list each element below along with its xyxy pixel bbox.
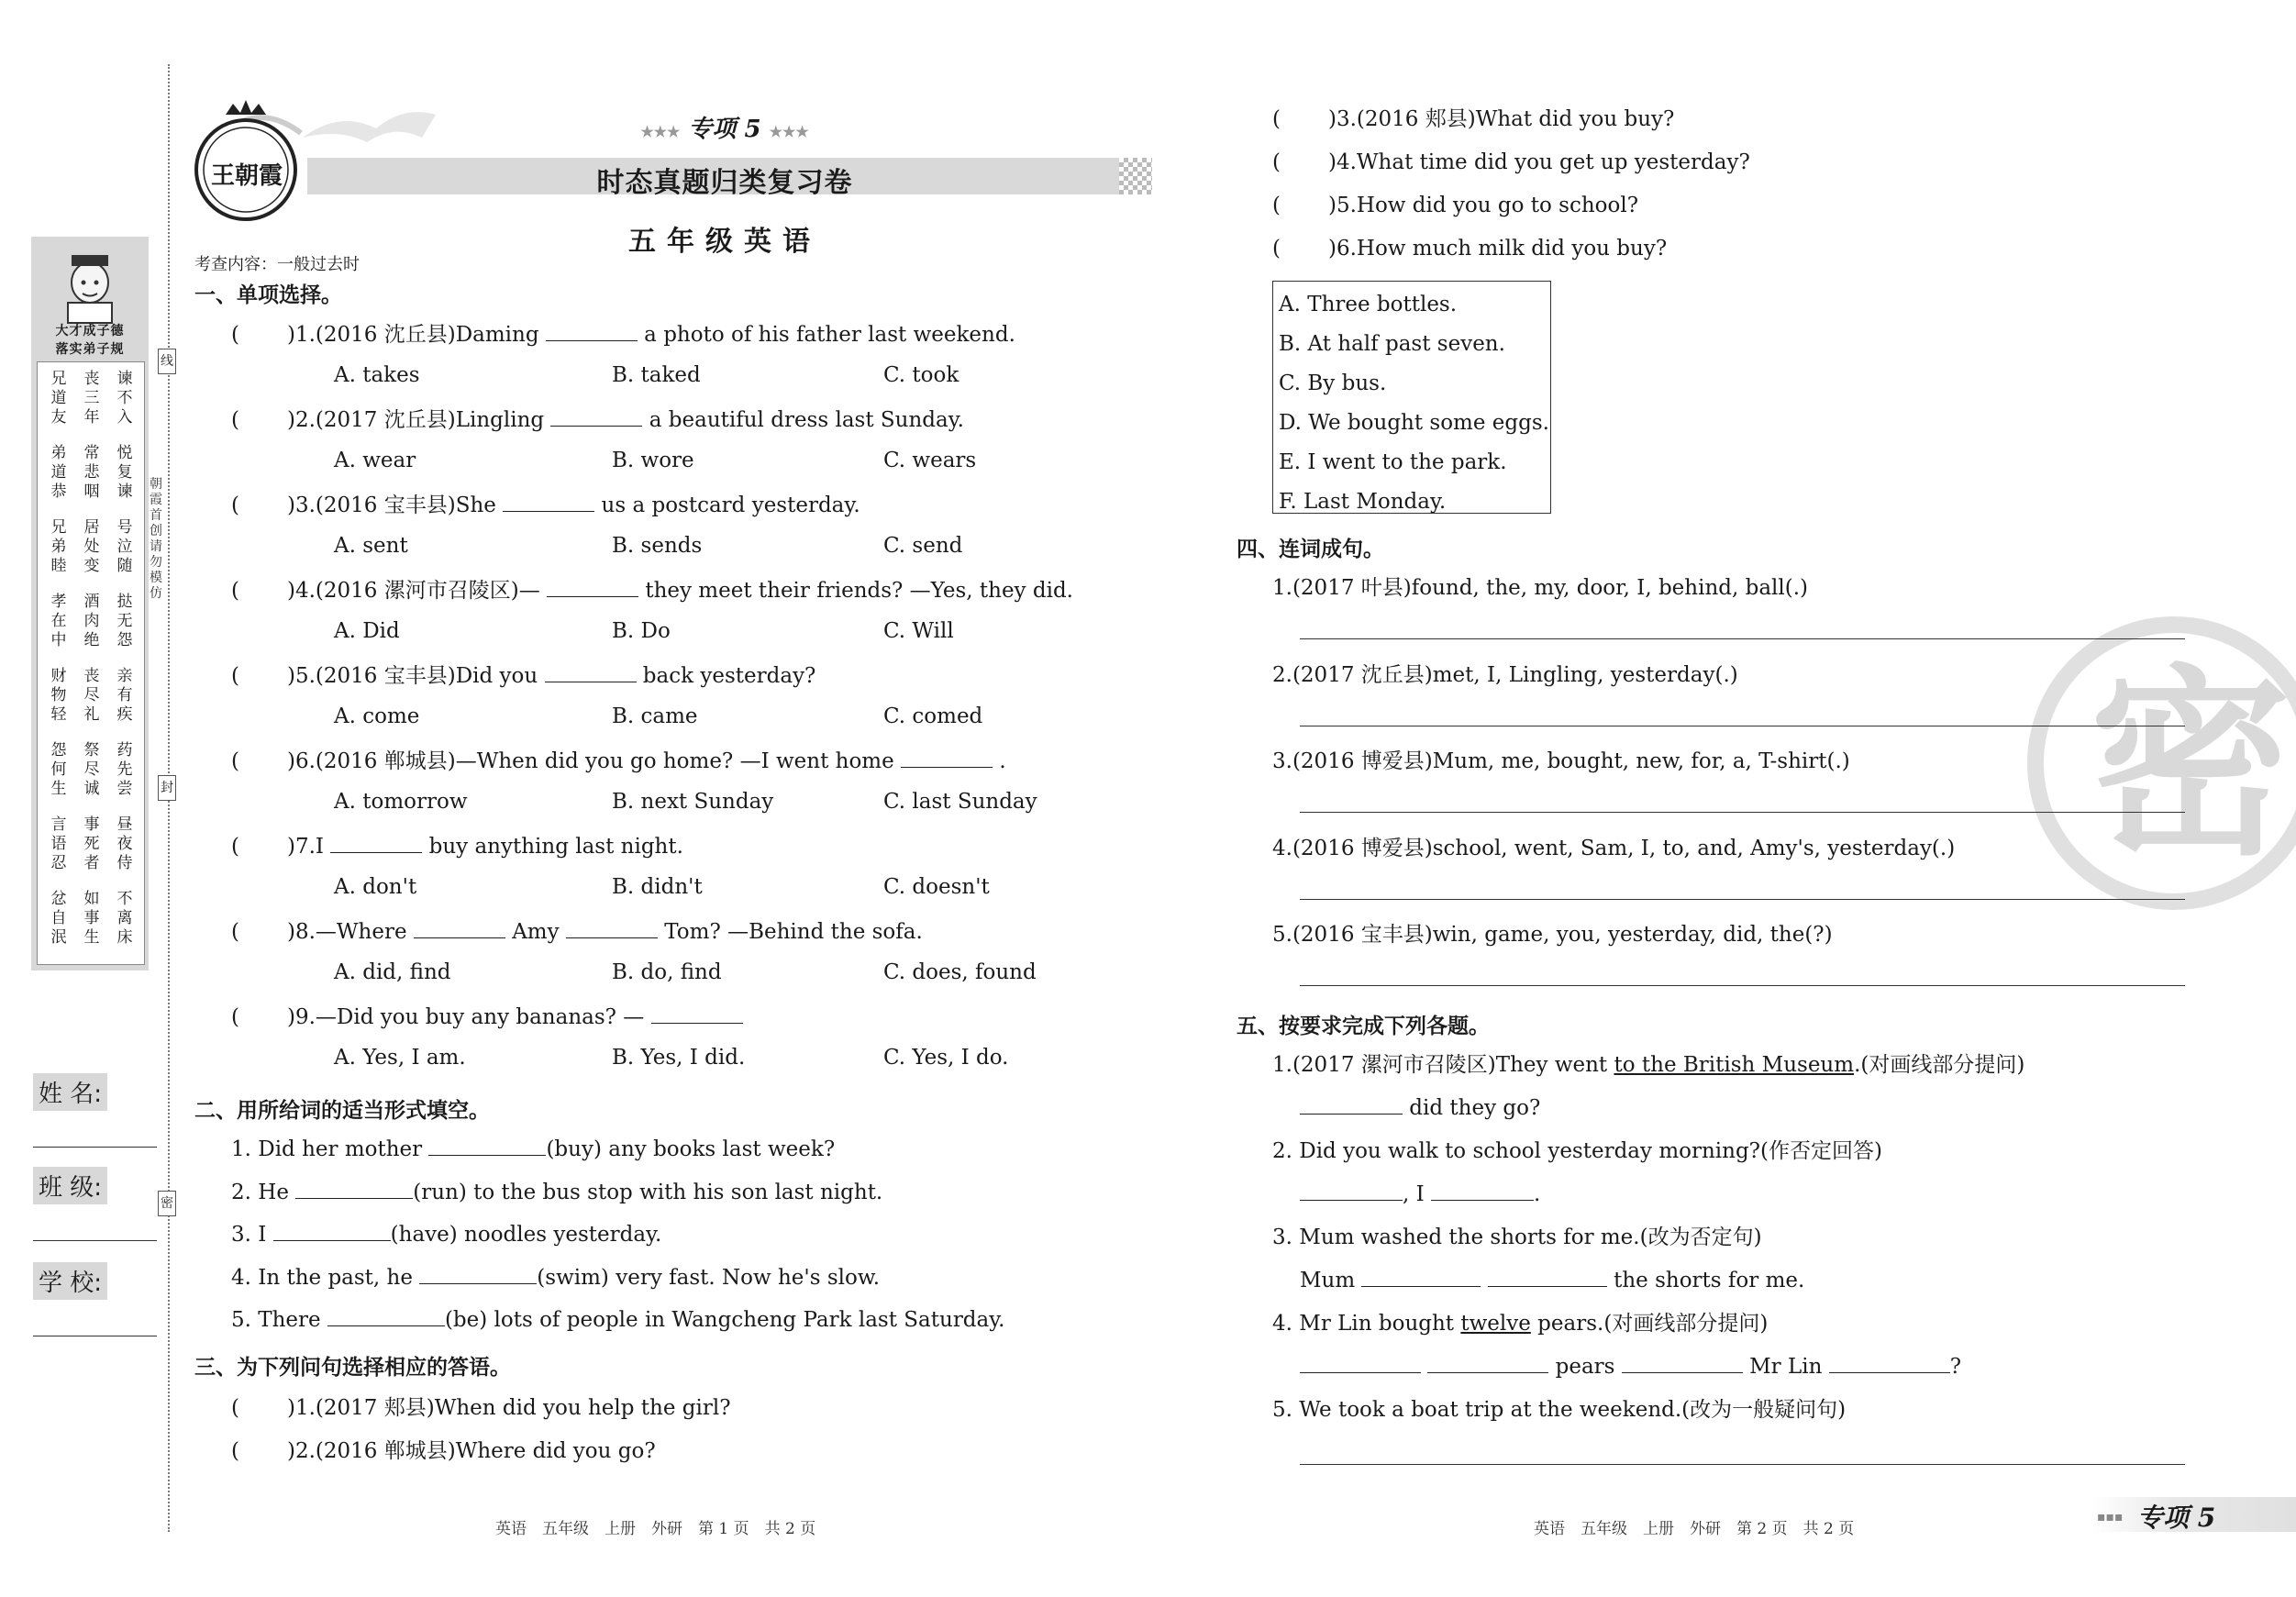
item-number: 5. <box>1272 923 1292 947</box>
poem-group: 财物轻 <box>50 667 67 724</box>
poem-group: 谏不入 <box>116 370 133 427</box>
question-text: How much milk did you buy? <box>1356 237 1668 261</box>
item-text: noodles yesterday. <box>457 1223 662 1247</box>
underlined-word: twelve <box>1460 1312 1531 1336</box>
option-c[interactable]: C. took <box>883 363 959 387</box>
question-source: (2016 郸城县) <box>315 1439 456 1463</box>
subject-title: 五年级英语 <box>628 226 821 258</box>
paren-open: ( <box>1272 237 1281 261</box>
motto-line-1: 大才成子德 <box>55 324 125 338</box>
logo <box>182 96 310 225</box>
question-number: )3. <box>286 494 316 517</box>
ribbon-decoration <box>303 101 440 147</box>
paren-open: ( <box>231 1439 239 1463</box>
answer-option: C. By bus. <box>1279 372 1387 395</box>
section5-title: 五、按要求完成下列各题。 <box>1237 1015 1490 1038</box>
poem-group: 事死者 <box>83 815 100 872</box>
answer-text: . <box>1534 1182 1541 1206</box>
answer-blank[interactable] <box>1431 1181 1534 1201</box>
poem-group: 如事生 <box>83 890 100 947</box>
answer-blank[interactable] <box>566 919 658 938</box>
task-1-answer <box>1300 1094 1540 1122</box>
option-a[interactable]: A. Did <box>334 619 400 643</box>
answer-option: D. We bought some eggs. <box>1279 411 1549 435</box>
question-source: (2016 沈丘县) <box>315 323 456 347</box>
option-c[interactable]: C. doesn't <box>883 875 990 899</box>
item-text: 5. There <box>231 1308 327 1332</box>
question-text: buy anything last night. <box>422 835 683 859</box>
question-text: . <box>993 749 1006 773</box>
answer-options-box <box>1272 281 1551 514</box>
match-question <box>231 1437 656 1465</box>
paren-open: ( <box>1272 194 1281 217</box>
option-a[interactable]: A. did, find <box>334 960 451 984</box>
option-a[interactable]: A. come <box>334 704 420 728</box>
seal-mark-1: 线 <box>158 349 176 374</box>
question-source: (2017 郏县) <box>315 1396 435 1420</box>
item-number: 2. <box>1272 662 1292 687</box>
footer-badge-squares-icon: ▪▪▪ <box>2097 1510 2124 1525</box>
question-text: What time did you get up yesterday? <box>1356 150 1750 174</box>
paren-open: ( <box>231 408 239 432</box>
mc-question <box>231 406 964 434</box>
answer-blank[interactable] <box>503 493 594 512</box>
item-text: very fast. Now he's slow. <box>608 1265 881 1290</box>
gap <box>1421 1355 1427 1379</box>
question-text: us a postcard yesterday. <box>594 494 860 517</box>
watermark-seal <box>2027 616 2296 910</box>
answer-blank[interactable] <box>273 1222 391 1241</box>
word-hint: (have) <box>390 1223 458 1247</box>
word-hint: (be) <box>444 1308 488 1332</box>
answer-option: B. At half past seven. <box>1279 332 1505 356</box>
section4-title: 四、连词成句。 <box>1237 538 1384 561</box>
reorder-item <box>1272 748 1850 775</box>
option-b[interactable]: B. Yes, I did. <box>612 1046 746 1070</box>
poem-group: 酒肉绝 <box>83 593 100 649</box>
answer-line[interactable] <box>1300 812 2185 813</box>
match-question <box>1272 105 1674 133</box>
task-2-answer <box>1300 1181 1540 1208</box>
answer-blank[interactable] <box>550 407 642 427</box>
header-badge: ★★★ 专项 5 ★★★ <box>640 116 809 143</box>
answer-line[interactable] <box>1300 638 2185 639</box>
question-number: )6. <box>286 749 316 773</box>
answer-line[interactable] <box>1300 985 2185 986</box>
page-title: 时态真题归类复习卷 <box>596 167 853 199</box>
question-source: (2016 宝丰县) <box>315 664 456 688</box>
word-hint: (run) <box>413 1180 467 1204</box>
item-number: 1. <box>1272 576 1292 600</box>
word-list: met, I, Lingling, yesterday(.) <box>1432 662 1738 687</box>
fill-item <box>231 1136 835 1163</box>
option-c[interactable]: C. does, found <box>883 960 1037 984</box>
question-text: Lingling <box>455 408 551 432</box>
answer-line[interactable] <box>1300 1464 2185 1465</box>
answer-option: A. Three bottles. <box>1279 293 1458 316</box>
poem-group: 居处变 <box>83 518 100 575</box>
word-list: Mum, me, bought, new, for, a, T-shirt(.) <box>1432 749 1850 773</box>
word-list: found, the, my, door, I, behind, ball(.) <box>1411 576 1809 600</box>
paren-open: ( <box>231 323 239 347</box>
poem-group: 挞无怨 <box>116 593 133 649</box>
question-source: (2017 漯河市召陵区) <box>1292 1053 1496 1077</box>
answer-blank[interactable] <box>1427 1354 1548 1373</box>
answer-blank[interactable] <box>295 1180 413 1199</box>
poem-group: 不离床 <box>116 890 133 947</box>
question-text: they meet their friends? —Yes, they did. <box>638 579 1073 603</box>
answer-text: did they go? <box>1403 1096 1541 1120</box>
option-c[interactable]: C. Yes, I do. <box>883 1046 1009 1070</box>
poem-group: 兄弟睦 <box>50 518 67 575</box>
motto-line-2: 落实弟子规 <box>55 342 125 357</box>
question-text: When did you help the girl? <box>434 1396 731 1420</box>
question-source: (2016 郸城县) <box>315 749 456 773</box>
poem-group: 兄道友 <box>50 370 67 427</box>
reorder-item <box>1272 661 1738 689</box>
word-list: win, game, you, yesterday, did, the(?) <box>1432 923 1833 947</box>
word-hint: (swim) <box>537 1265 609 1290</box>
task-2 <box>1272 1137 1882 1165</box>
question-source: (2016 宝丰县) <box>315 494 456 517</box>
option-b[interactable]: B. next Sunday <box>612 790 774 814</box>
fill-item <box>231 1264 880 1292</box>
question-text: —Where <box>315 920 414 944</box>
item-text: 4. In the past, he <box>231 1265 420 1290</box>
question-text: I <box>315 835 331 859</box>
option-c[interactable]: C. Will <box>883 619 954 643</box>
paren-open: ( <box>1272 150 1281 174</box>
question-text: Daming <box>455 323 546 347</box>
question-number: )5. <box>286 664 316 688</box>
paren-open: ( <box>231 494 239 517</box>
poem-group: 言语忍 <box>50 815 67 872</box>
paren-open: ( <box>231 664 239 688</box>
cartoon-scholar-icon <box>31 242 149 325</box>
fill-item <box>231 1306 1005 1334</box>
question-source: (2016 宝丰县) <box>1292 923 1433 947</box>
mc-question <box>231 833 683 860</box>
field-name-label: 姓 名: <box>33 1073 107 1111</box>
underlined-phrase: to the British Museum <box>1614 1053 1855 1077</box>
option-c[interactable]: C. last Sunday <box>883 790 1037 814</box>
footer-badge <box>2093 1497 2296 1532</box>
footer-badge-text: 专项 5 <box>2137 1503 2216 1533</box>
question-text: a photo of his father last weekend. <box>637 323 1015 347</box>
option-b[interactable]: B. do, find <box>612 960 722 984</box>
question-text: They went <box>1495 1053 1614 1077</box>
option-a[interactable]: A. sent <box>334 534 408 558</box>
item-text: 1. Did her mother <box>231 1137 429 1161</box>
option-a[interactable]: A. takes <box>334 363 420 387</box>
option-b[interactable]: B. wore <box>612 449 694 472</box>
seal-mark-3: 密 <box>158 1191 176 1216</box>
question-text: How did you go to school? <box>1356 194 1639 217</box>
header-checker <box>1119 158 1152 194</box>
question-number: )8. <box>286 920 316 944</box>
question-text: Mr Lin bought <box>1299 1312 1461 1336</box>
paren-open: ( <box>231 1396 239 1420</box>
answer-blank[interactable] <box>1622 1354 1743 1373</box>
item-text: lots of people in Wangcheng Park last Saturday. <box>487 1308 1005 1332</box>
fill-item <box>231 1221 661 1248</box>
footer-left: 英语 五年级 上册 外研 第 1 页 共 2 页 <box>495 1520 816 1538</box>
item-text: any books last week? <box>601 1137 836 1161</box>
task-4-answer <box>1300 1353 1961 1381</box>
question-source: (2017 沈丘县) <box>315 408 456 432</box>
reorder-item <box>1272 574 1808 602</box>
option-b[interactable]: B. didn't <box>612 875 703 899</box>
question-text: Where did you go? <box>455 1439 656 1463</box>
answer-blank[interactable] <box>1300 1095 1403 1115</box>
poem-group: 祭尽诚 <box>83 741 100 798</box>
poem-group: 药先尝 <box>116 741 133 798</box>
item-number: 4. <box>1272 836 1292 860</box>
option-a[interactable]: A. Yes, I am. <box>334 1046 466 1070</box>
field-school-label: 学 校: <box>33 1262 107 1300</box>
field-class-line[interactable] <box>33 1240 157 1241</box>
word-list: school, went, Sam, I, to, and, Amy's, yesterday(.) <box>1432 836 1956 860</box>
paren-open: ( <box>231 579 239 603</box>
question-text: Amy <box>505 920 566 944</box>
sidebar-panel <box>31 237 149 970</box>
answer-blank[interactable] <box>651 1004 743 1024</box>
mc-question <box>231 748 1006 775</box>
option-c[interactable]: C. comed <box>883 704 983 728</box>
question-text: —Did you buy any bananas? — <box>315 1005 651 1029</box>
task-3 <box>1272 1224 1762 1251</box>
section1-title: 一、单项选择。 <box>194 283 342 307</box>
option-b[interactable]: B. came <box>612 704 698 728</box>
question-source: (2016 博爱县) <box>1292 749 1433 773</box>
option-a[interactable]: A. don't <box>334 875 417 899</box>
question-number: )4. <box>286 579 316 603</box>
question-text: Did you <box>455 664 545 688</box>
footer-right: 英语 五年级 上册 外研 第 2 页 共 2 页 <box>1534 1520 1855 1538</box>
match-question <box>1272 149 1750 176</box>
poem-group: 丧三年 <box>83 370 100 427</box>
question-number: )1. <box>286 323 316 347</box>
item-number: 1. <box>1272 1053 1292 1077</box>
reorder-item <box>1272 835 1955 862</box>
answer-blank[interactable] <box>1488 1268 1607 1287</box>
answer-blank[interactable] <box>547 578 638 597</box>
question-source: (2016 漯河市召陵区) <box>315 579 519 603</box>
instruction: .(对画线部分提问) <box>1854 1053 2025 1077</box>
mc-question <box>231 662 815 690</box>
question-text: —When did you go home? —I went home <box>455 749 902 773</box>
question-text: back yesterday? <box>636 664 816 688</box>
question-text: What did you buy? <box>1475 107 1675 131</box>
paren-open: ( <box>231 835 239 859</box>
section3-title: 三、为下列问句选择相应的答语。 <box>194 1356 511 1380</box>
question-number: )4. <box>1327 150 1357 174</box>
answer-text: , I <box>1403 1182 1432 1206</box>
option-b[interactable]: B. sends <box>612 534 703 558</box>
answer-blank[interactable] <box>1361 1268 1481 1287</box>
answer-blank[interactable] <box>330 834 422 853</box>
answer-blank[interactable] <box>428 1137 546 1156</box>
option-a[interactable]: A. tomorrow <box>334 790 468 814</box>
question-number: )3. <box>1327 107 1357 131</box>
gap <box>1481 1269 1487 1292</box>
question-text: Mum washed the shorts for me.(改为否定句) <box>1299 1225 1762 1249</box>
watermark-text: 密 <box>2089 648 2291 882</box>
paren-open: ( <box>231 920 239 944</box>
item-number: 2. <box>1272 1139 1300 1163</box>
poem-group: 昼夜侍 <box>116 815 133 872</box>
match-question <box>231 1394 731 1422</box>
item-text: to the bus stop with his son last night. <box>466 1180 883 1204</box>
question-text: Did you walk to school yesterday morning?(作否定回答) <box>1299 1139 1882 1163</box>
question-text: — <box>518 579 548 603</box>
content-note: 考查内容：一般过去时 <box>194 255 360 274</box>
field-name-line[interactable] <box>33 1147 157 1148</box>
paren-open: ( <box>1272 107 1281 131</box>
paren-open: ( <box>231 749 239 773</box>
answer-text: the shorts for me. <box>1606 1269 1805 1292</box>
item-text: 3. I <box>231 1223 273 1247</box>
poem-group: 亲有疾 <box>116 667 133 724</box>
fill-item <box>231 1179 882 1206</box>
answer-blank[interactable] <box>545 663 637 682</box>
mc-question <box>231 321 1015 349</box>
instruction: pears.(对画线部分提问) <box>1530 1312 1769 1336</box>
poem-group: 常悲咽 <box>83 444 100 501</box>
item-number: 3. <box>1272 1225 1300 1249</box>
poem-grid <box>38 362 144 964</box>
question-source: (2017 沈丘县) <box>1292 662 1433 687</box>
task-5 <box>1272 1396 1846 1424</box>
item-number: 3. <box>1272 749 1292 773</box>
task-1 <box>1272 1051 2024 1079</box>
answer-option: F. Last Monday. <box>1279 490 1447 514</box>
item-text: 2. He <box>231 1180 296 1204</box>
answer-option: E. I went to the park. <box>1279 450 1507 474</box>
mc-question <box>231 1004 743 1031</box>
question-source: (2017 叶县) <box>1292 576 1412 600</box>
seal-note: 朝霞首创 请勿模仿 <box>150 477 162 601</box>
task-3-answer <box>1300 1267 1804 1294</box>
question-number: )2. <box>286 408 316 432</box>
poem-group: 忿自泯 <box>50 890 67 947</box>
option-a[interactable]: A. wear <box>334 449 416 472</box>
question-number: )7. <box>286 835 316 859</box>
question-number: )2. <box>286 1439 316 1463</box>
match-question <box>1272 235 1667 262</box>
poem-group: 悦复谏 <box>116 444 133 501</box>
answer-blank[interactable] <box>1829 1354 1950 1373</box>
question-text: a beautiful dress last Sunday. <box>642 408 964 432</box>
question-number: )6. <box>1327 237 1357 261</box>
answer-blank[interactable] <box>546 322 638 341</box>
answer-blank[interactable] <box>901 749 993 768</box>
poem-group: 怨何生 <box>50 741 67 798</box>
question-number: )1. <box>286 1396 316 1420</box>
poem-group: 丧尽礼 <box>83 667 100 724</box>
task-4 <box>1272 1310 1768 1337</box>
poem-group: 孝在中 <box>50 593 67 649</box>
logo-text: 王朝霞 <box>210 162 283 190</box>
answer-text: ? <box>1949 1355 1962 1379</box>
option-b[interactable]: B. Do <box>612 619 671 643</box>
section2-title: 二、用所给词的适当形式填空。 <box>194 1099 490 1123</box>
answer-text: Mum <box>1300 1269 1362 1292</box>
answer-text: Mr Lin <box>1742 1355 1829 1379</box>
question-number: )9. <box>286 1005 316 1029</box>
answer-line[interactable] <box>1300 899 2185 900</box>
match-question <box>1272 192 1638 219</box>
question-text: Tom? —Behind the sofa. <box>657 920 923 944</box>
reorder-item <box>1272 921 1833 948</box>
option-c[interactable]: C. wears <box>883 449 977 472</box>
word-hint: (buy) <box>546 1137 602 1161</box>
poem-group: 号泣随 <box>116 518 133 575</box>
item-number: 5. <box>1272 1398 1300 1422</box>
answer-blank[interactable] <box>327 1307 445 1326</box>
question-text: She <box>455 494 504 517</box>
mc-question <box>231 577 1073 604</box>
answer-blank[interactable] <box>1300 1181 1403 1201</box>
answer-blank[interactable] <box>414 919 505 938</box>
mc-question <box>231 918 923 946</box>
paren-open: ( <box>231 1005 239 1029</box>
item-number: 4. <box>1272 1312 1300 1336</box>
poem-box <box>37 361 145 965</box>
option-b[interactable]: B. taked <box>612 363 701 387</box>
poem-group: 弟道恭 <box>50 444 67 501</box>
answer-blank[interactable] <box>1300 1354 1421 1373</box>
question-source: (2016 博爱县) <box>1292 836 1433 860</box>
answer-text: pears <box>1548 1355 1622 1379</box>
question-source: (2016 郏县) <box>1356 107 1476 131</box>
option-c[interactable]: C. send <box>883 534 963 558</box>
answer-blank[interactable] <box>419 1265 537 1284</box>
field-class-label: 班 级: <box>33 1167 107 1204</box>
question-text: We took a boat trip at the weekend.(改为一般疑问句) <box>1299 1398 1847 1422</box>
question-number: )5. <box>1327 194 1357 217</box>
seal-mark-2: 封 <box>158 775 176 801</box>
mc-question <box>231 492 860 519</box>
